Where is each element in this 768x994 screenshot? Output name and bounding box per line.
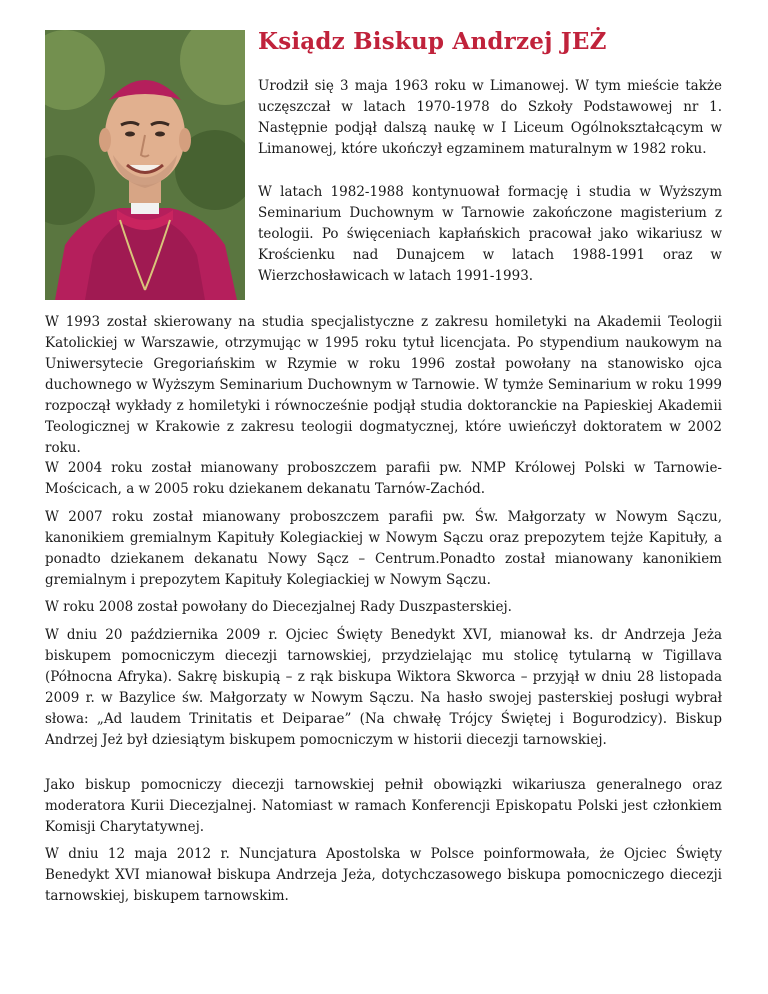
paragraph-seminary-vicar: W latach 1982-1988 kontynuował formację i studia w Wyższym Seminarium Duchownym w Tarnowie zakończone magisterium z teologii. Po święceniach kapłańskich pracował jako wikariusz w Krościenku nad Dunajcem w latach 1988-1991 oraz w Wierzchosławicach w latach 1991-1993.	[258, 184, 722, 284]
bishop-portrait-photo	[45, 30, 245, 300]
paragraph-pastoral-council: W roku 2008 został powołany do Diecezjalnej Rady Duszpasterskiej.	[45, 599, 512, 615]
paragraph-parish-tarnow: W 2004 roku został mianowany proboszczem parafii pw. NMP Królowej Polski w Tarnowie-Mościcach, a w 2005 roku dziekanem dekanatu Tarnów-Zachód.	[45, 460, 722, 497]
paragraph-birth-education: Urodził się 3 maja 1963 roku w Limanowej. W tym mieście także uczęszczał w latach 1970-1978 do Szkoły Podstawowej nr 1. Następnie podjął dalszą naukę w I Liceum Ogólnokształcącym w Limanowej, które ukończył egzaminem maturalnym w 1982 roku.	[258, 78, 722, 157]
paragraph-auxiliary-bishop: W dniu 20 października 2009 r. Ojciec Święty Benedykt XVI, mianował ks. dr Andrzeja Jeża biskupem pomocniczym diecezji tarnowskiej, przydzielając mu stolicę tytularną w Tigillava (Północna Afryka). Sakrę biskupią – z rąk biskupa Wiktora Skworca – przyjął w dniu 28 listopada 2009 r. w Bazylice św. Małgorzaty w Nowym Sączu. Na hasło swojej pasterskiej posługi wybrał słowa: „Ad laudem Trinitatis et Deiparae” (Na chwałę Trójcy Świętej i Bogurodzicy). Biskup Andrzej Jeż był dziesiątym biskupem pomocniczym w historii diecezji tarnowskiej.	[45, 627, 722, 748]
paragraph-studies-homiletics: W 1993 został skierowany na studia specjalistyczne z zakresu homiletyki na Akademii Teologii Katolickiej w Warszawie, otrzymując w 1995 roku tytuł licencjata. Po stypendium naukowym na Uniwersytecie Gregoriańskim w Rzymie w roku 1996 został powołany na stanowisko ojca duchownego w Wyższym Seminarium Duchownym w Tarnowie. W tymże Seminarium w roku 1999 rozpoczął wykłady z homiletyki i równocześnie podjął studia doktoranckie na Papieskiej Akademii Teologicznej w Krakowie z zakresu teologii dogmatycznej, które uwieńczył doktoratem w 2002 roku.	[45, 314, 722, 456]
paragraph-vicar-general: Jako biskup pomocniczy diecezji tarnowskiej pełnił obowiązki wikariusza generalnego oraz moderatora Kurii Diecezjalnej. Natomiast w ramach Konferencji Episkopatu Polski jest członkiem Komisji Charytatywnej.	[45, 777, 722, 835]
paragraph-parish-nowy-sacz: W 2007 roku został mianowany proboszczem parafii pw. Św. Małgorzaty w Nowym Sączu, kanonikiem gremialnym Kapituły Kolegiackiej w Nowym Sączu oraz prepozytem tejże Kapituły, a ponadto dziekanem dekanatu Nowy Sącz – Centrum.Ponadto został mianowany kanonikiem gremialnym i prepozytem Kapituły Kolegiackiej w Nowym Sączu.	[45, 509, 722, 588]
paragraph-bishop-of-tarnow: W dniu 12 maja 2012 r. Nuncjatura Apostolska w Polsce poinformowała, że Ojciec Święty Benedykt XVI mianował biskupa Andrzeja Jeża, dotychczasowego biskupa pomocniczego diecezji tarnowskiej, biskupem tarnowskim.	[45, 846, 722, 904]
page-title: Ksiądz Biskup Andrzej JEŻ	[258, 28, 607, 55]
portrait-illustration	[45, 30, 245, 300]
